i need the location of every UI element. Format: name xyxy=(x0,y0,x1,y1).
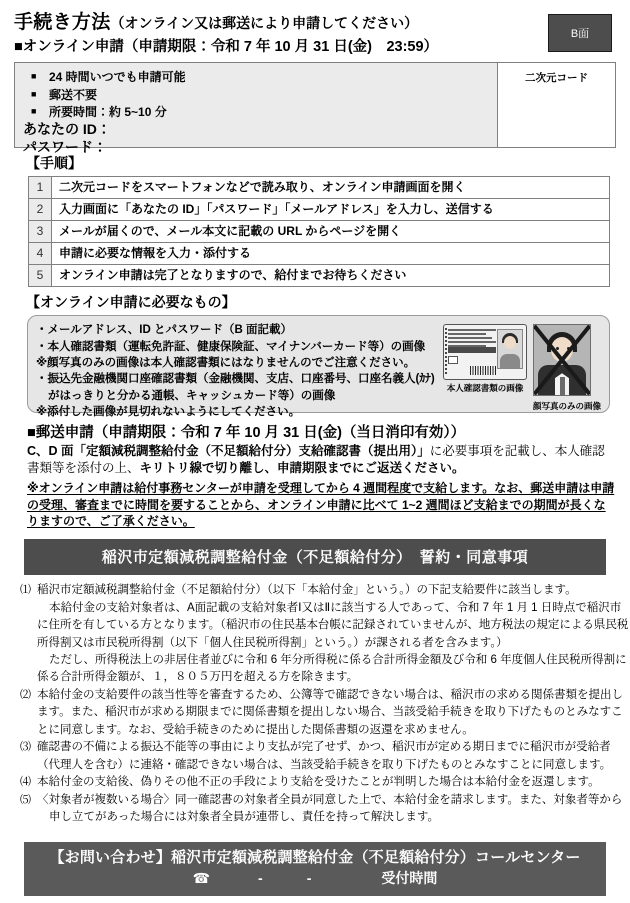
pledge-paragraph: 〈対象者が複数いる場合〉同一確認書の対象者全員が同意した上で、本給付金を請求します。また、対象者等から申し立てがあった場合には対象者全員が連帯し、責任を持って解決します。 xyxy=(37,793,623,824)
contact-hours-label: 受付時間 xyxy=(381,870,438,887)
list-item xyxy=(20,582,630,687)
requirements-illustrations xyxy=(443,322,601,412)
requirement-line: ・本人確認書類（運転免許証、健康保険証、マイナンバーカード等）の画像 xyxy=(36,340,426,353)
title-block xyxy=(14,12,548,56)
credentials-box xyxy=(14,62,616,155)
qr-code-label: 二次元コード xyxy=(525,72,588,85)
id-card-icon xyxy=(443,324,527,380)
step-text: オンライン申請は完了となりますので、給付までお待ちください xyxy=(52,265,610,287)
contact-details xyxy=(24,870,606,887)
postal-body-plain-2: 本人確認書類等を添付の上、 xyxy=(27,444,605,476)
page-badge: B面 xyxy=(548,14,612,52)
contact-tel-sep2: - xyxy=(306,870,312,887)
id-card-barcode-icon xyxy=(470,366,496,375)
contact-footer xyxy=(24,842,606,897)
page-title xyxy=(14,12,548,34)
step-text: 申請に必要な情報を入力・添付する xyxy=(52,243,610,265)
list-item: ■ 所要時間：約 5~10 分 xyxy=(25,104,497,121)
your-id-label: あなたの ID： xyxy=(23,121,111,138)
credentials-left-panel xyxy=(15,63,497,155)
pledge-paragraph: 稲沢市定額減税調整給付金（不足額給付分）（以下「本給付金」という。）の下記支給要件に該当します。 xyxy=(37,584,577,597)
postal-timing-note: ※オンライン申請は給付事務センターが申請を受理してから 4 週間程度で支給します。なお、郵送申請は申請の受理、審査までに時間を要することから、オンライン申請に比べて 1~2 週間ほど支給までの期間が長くなりますので、ご了承ください。 xyxy=(27,480,615,529)
step-number: 4 xyxy=(29,243,52,265)
postal-body-plain-1: に必要事項を記載し、 xyxy=(429,444,555,459)
pledge-body xyxy=(37,739,630,774)
pledge-body xyxy=(37,582,630,687)
pledge-marker: ⑸ xyxy=(20,793,31,806)
steps-section-label: 【手順】 xyxy=(26,155,82,172)
list-item: ■ 郵送不要 xyxy=(25,87,497,104)
postal-application-body xyxy=(27,443,616,478)
page-title-main: 手続き方法 xyxy=(14,12,111,33)
step-number: 5 xyxy=(29,265,52,287)
step-number: 1 xyxy=(29,177,52,199)
requirement-note: ※添付した画像が見切れないようにしてください。 xyxy=(36,405,301,418)
step-text: メールが届くので、メール本文に記載の URL からページを開く xyxy=(52,221,610,243)
id-card-checkbox xyxy=(448,356,458,364)
list-item xyxy=(20,687,630,739)
pledge-list xyxy=(20,582,630,827)
table-row xyxy=(29,177,610,199)
pledge-paragraph: 確認書の不備による振込不能等の事由により支払が完了せず、かつ、稲沢市が定める期日までに稲沢市が受給者（代理人を含む）に連絡・確認できない場合は、当該受給手続きを取り下げたものとみなすことに同意します。 xyxy=(37,741,612,771)
table-row xyxy=(29,199,610,221)
page-title-paren: （オンライン又は郵送により申請してください） xyxy=(110,15,419,31)
telephone-icon: ☎ xyxy=(192,870,211,887)
postal-body-bold-2: キリトリ線で切り離し、申請期限までにご返送ください。 xyxy=(139,461,465,476)
postal-body-bold-1: C、D 面「定額減税調整給付金（不足額給付分）支給確認書（提出用）」 xyxy=(27,444,430,459)
id-card-caption: 本人確認書類の画像 xyxy=(446,383,524,394)
steps-table xyxy=(28,176,610,287)
face-photo-crossed-out-icon xyxy=(533,324,591,396)
online-application-heading: ■オンライン申請（申請期限：令和 7 年 10 月 31 日(金) 23:59） xyxy=(14,38,439,55)
requirement-note: ※顔写真のみの画像は本人確認書類にはなりませんのでご注意ください。 xyxy=(36,356,416,369)
list-item xyxy=(20,739,630,774)
id-card-text-lines xyxy=(448,329,496,349)
step-number: 2 xyxy=(29,199,52,221)
pledge-marker: ⑵ xyxy=(20,688,31,701)
table-row xyxy=(29,265,610,287)
pledge-body xyxy=(37,687,630,739)
requirement-line-continued: がはっきりと分かる通帳、キャッシュカード等）の画像 xyxy=(48,389,336,402)
contact-tel-sep1: - xyxy=(258,870,263,887)
requirements-section-label: 【オンライン申請に必要なもの】 xyxy=(26,294,236,311)
list-item xyxy=(20,774,630,791)
step-text: 二次元コードをスマートフォンなどで読み取り、オンライン申請画面を開く xyxy=(52,177,610,199)
id-card-name-bar xyxy=(448,347,496,353)
requirements-text-list xyxy=(36,322,443,418)
step-number: 3 xyxy=(29,221,52,243)
pledge-paragraph: ただし、所得税法上の非居住者並びに令和 6 年分所得税に係る合計所得金額及び令和 6 年度個人住民税所得割に係る合計所得金額が、１，８０５万円を超える方を除きます。 xyxy=(37,654,627,684)
requirement-line: ・メールアドレス、ID とパスワード（B 面記載） xyxy=(36,324,292,337)
postal-application-heading: ■郵送申請（申請期限：令和 7 年 10 月 31 日(金)（当日消印有効）） xyxy=(27,425,466,442)
your-password-label: パスワード： xyxy=(23,138,107,155)
pledge-marker: ⑶ xyxy=(20,741,31,754)
list-item xyxy=(20,792,630,827)
id-card-photo-area xyxy=(497,329,523,369)
document-header xyxy=(14,0,616,56)
pledge-body xyxy=(37,792,630,827)
table-row xyxy=(29,221,610,243)
pledge-body xyxy=(37,774,630,791)
pledge-marker: ⑷ xyxy=(20,776,31,789)
step-text: 入力画面に「あなたの ID」「パスワード」「メールアドレス」を入力し、送信する xyxy=(52,199,610,221)
pledge-paragraph: 本給付金の支給要件の該当性等を審査するため、公簿等で確認できない場合は、稲沢市の求める関係書類を提出します。また、稲沢市が求める期限までに関係書類を提出しない場合、当該受給手続きを取り下げたものとみなすことに同意します。なお、受給手続きのために提出した関係書類の返還を求めません。 xyxy=(37,688,624,736)
face-photo-caption: 顔写真のみの画像 xyxy=(532,401,601,412)
face-photo-illustration-group xyxy=(533,324,601,412)
contact-title: 【お問い合わせ】稲沢市定額減税調整給付金（不足額給付分）コールセンター xyxy=(49,848,581,866)
requirement-line: ・振込先金融機関口座確認書類（金融機関、支店、口座番号、口座名義人(ｶﾅ) xyxy=(36,373,435,386)
list-item: ■ 24 時間いつでも申請可能 xyxy=(25,69,497,86)
pledge-paragraph: 本給付金の支給対象者は、A面記載の支給対象者Ⅰ又はⅡに該当する人であって、令和 7 年 1 月 1 日時点で稲沢市に住所を有している方となります。（稲沢市の住民基本台帳に記録されていませんが、地方税法の規定による県民税所得割又は市民税所得割（以下「個人住民税所得割」という。）が課される者を含みます。） xyxy=(37,601,629,649)
pledge-paragraph: 本給付金の支給後、偽りその他不正の手段により支給を受けたことが判明した場合は本給付金を返還します。 xyxy=(37,776,600,789)
id-card-illustration-group xyxy=(443,324,527,394)
requirements-box xyxy=(27,315,610,418)
id-card-edge-ticks xyxy=(445,328,447,376)
qr-code-placeholder xyxy=(497,63,615,147)
pledge-band-title: 稲沢市定額減税調整給付金（不足額給付分） 誓約・同意事項 xyxy=(24,539,606,575)
online-benefits-list xyxy=(25,69,497,121)
table-row xyxy=(29,243,610,265)
pledge-marker: ⑴ xyxy=(20,584,31,597)
